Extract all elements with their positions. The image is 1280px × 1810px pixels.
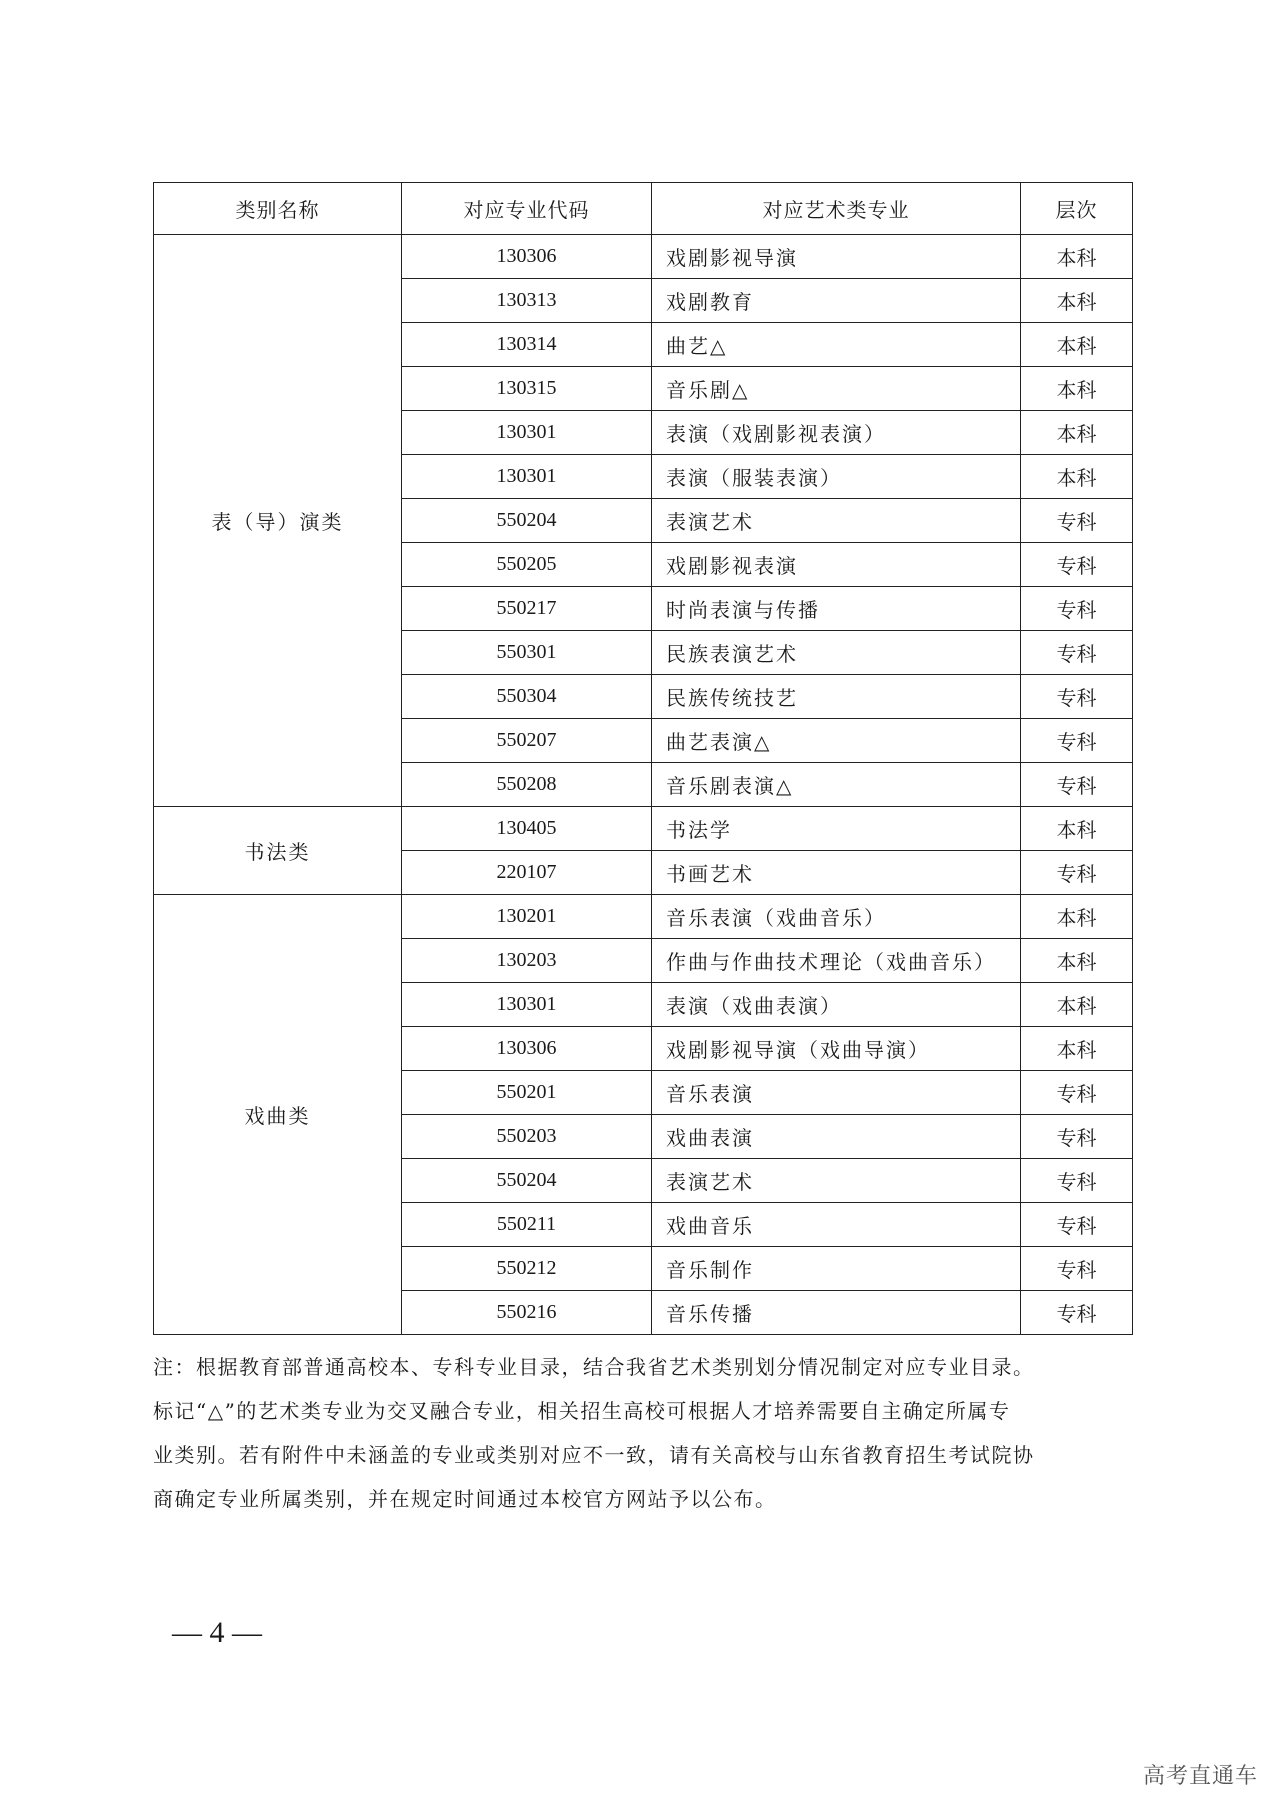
code-cell: 130315	[402, 367, 652, 411]
major-cell: 戏剧影视表演	[652, 543, 1021, 587]
major-cell: 戏剧影视导演（戏曲导演）	[652, 1027, 1021, 1071]
category-cell: 书法类	[154, 807, 402, 895]
level-cell: 专科	[1021, 719, 1133, 763]
major-cell: 作曲与作曲技术理论（戏曲音乐）	[652, 939, 1021, 983]
major-cell: 音乐表演（戏曲音乐）	[652, 895, 1021, 939]
level-cell: 专科	[1021, 587, 1133, 631]
code-cell: 550204	[402, 499, 652, 543]
code-cell: 130203	[402, 939, 652, 983]
watermark: 高考直通车	[1142, 1764, 1258, 1789]
major-cell: 表演（戏剧影视表演）	[652, 411, 1021, 455]
header-code: 对应专业代码	[402, 183, 652, 235]
level-cell: 专科	[1021, 1203, 1133, 1247]
category-cell: 戏曲类	[154, 895, 402, 1335]
code-cell: 550304	[402, 675, 652, 719]
code-cell: 550203	[402, 1115, 652, 1159]
code-cell: 130301	[402, 411, 652, 455]
code-cell: 550212	[402, 1247, 652, 1291]
major-cell: 表演艺术	[652, 499, 1021, 543]
major-cell: 戏剧教育	[652, 279, 1021, 323]
code-cell: 130306	[402, 235, 652, 279]
major-cell: 音乐制作	[652, 1247, 1021, 1291]
header-category: 类别名称	[154, 183, 402, 235]
table-row	[154, 807, 1133, 851]
major-cell: 戏曲音乐	[652, 1203, 1021, 1247]
code-cell: 550208	[402, 763, 652, 807]
level-cell: 本科	[1021, 1027, 1133, 1071]
level-cell: 本科	[1021, 807, 1133, 851]
level-cell: 本科	[1021, 235, 1133, 279]
code-cell: 130313	[402, 279, 652, 323]
major-cell: 时尚表演与传播	[652, 587, 1021, 631]
major-cell: 民族表演艺术	[652, 631, 1021, 675]
code-cell: 130301	[402, 455, 652, 499]
code-cell: 550207	[402, 719, 652, 763]
table-body	[154, 235, 1133, 1335]
code-cell: 130306	[402, 1027, 652, 1071]
footnote-line: 标记“△”的艺术类专业为交叉融合专业，相关招生高校可根据人才培养需要自主确定所属专	[153, 1399, 1011, 1423]
level-cell: 专科	[1021, 675, 1133, 719]
level-cell: 本科	[1021, 983, 1133, 1027]
major-cell: 书法学	[652, 807, 1021, 851]
major-cell: 音乐剧△	[652, 367, 1021, 411]
header-major: 对应艺术类专业	[652, 183, 1021, 235]
code-cell: 130314	[402, 323, 652, 367]
major-table	[153, 182, 1133, 1335]
level-cell: 专科	[1021, 1071, 1133, 1115]
level-cell: 本科	[1021, 895, 1133, 939]
footnote	[153, 1345, 1133, 1521]
major-cell: 表演艺术	[652, 1159, 1021, 1203]
level-cell: 本科	[1021, 939, 1133, 983]
major-cell: 戏曲表演	[652, 1115, 1021, 1159]
table-header	[154, 183, 1133, 235]
code-cell: 130201	[402, 895, 652, 939]
level-cell: 专科	[1021, 1247, 1133, 1291]
page-number: — 4 —	[172, 1616, 262, 1649]
level-cell: 本科	[1021, 323, 1133, 367]
code-cell: 550301	[402, 631, 652, 675]
major-cell: 音乐传播	[652, 1291, 1021, 1335]
code-cell: 550201	[402, 1071, 652, 1115]
header-level: 层次	[1021, 183, 1133, 235]
major-cell: 表演（戏曲表演）	[652, 983, 1021, 1027]
level-cell: 专科	[1021, 851, 1133, 895]
code-cell: 550217	[402, 587, 652, 631]
level-cell: 专科	[1021, 499, 1133, 543]
level-cell: 专科	[1021, 1291, 1133, 1335]
code-cell: 550205	[402, 543, 652, 587]
code-cell: 550216	[402, 1291, 652, 1335]
footnote-line: 注：根据教育部普通高校本、专科专业目录，结合我省艺术类别划分情况制定对应专业目录。	[153, 1355, 1035, 1379]
level-cell: 本科	[1021, 411, 1133, 455]
table-row	[154, 895, 1133, 939]
level-cell: 专科	[1021, 1159, 1133, 1203]
level-cell: 本科	[1021, 367, 1133, 411]
major-cell: 曲艺表演△	[652, 719, 1021, 763]
major-cell: 音乐剧表演△	[652, 763, 1021, 807]
code-cell: 130405	[402, 807, 652, 851]
header-row	[154, 183, 1133, 235]
major-cell: 书画艺术	[652, 851, 1021, 895]
code-cell: 130301	[402, 983, 652, 1027]
code-cell: 550211	[402, 1203, 652, 1247]
footnote-line: 商确定专业所属类别，并在规定时间通过本校官方网站予以公布。	[153, 1487, 777, 1511]
footnote-line: 业类别。若有附件中未涵盖的专业或类别对应不一致，请有关高校与山东省教育招生考试院协	[153, 1443, 1035, 1467]
major-cell: 民族传统技艺	[652, 675, 1021, 719]
code-cell: 220107	[402, 851, 652, 895]
table-row	[154, 235, 1133, 279]
level-cell: 专科	[1021, 543, 1133, 587]
level-cell: 本科	[1021, 455, 1133, 499]
level-cell: 专科	[1021, 763, 1133, 807]
level-cell: 专科	[1021, 631, 1133, 675]
level-cell: 专科	[1021, 1115, 1133, 1159]
code-cell: 550204	[402, 1159, 652, 1203]
major-cell: 曲艺△	[652, 323, 1021, 367]
major-cell: 戏剧影视导演	[652, 235, 1021, 279]
major-cell: 表演（服装表演）	[652, 455, 1021, 499]
level-cell: 本科	[1021, 279, 1133, 323]
major-cell: 音乐表演	[652, 1071, 1021, 1115]
category-cell: 表（导）演类	[154, 235, 402, 807]
